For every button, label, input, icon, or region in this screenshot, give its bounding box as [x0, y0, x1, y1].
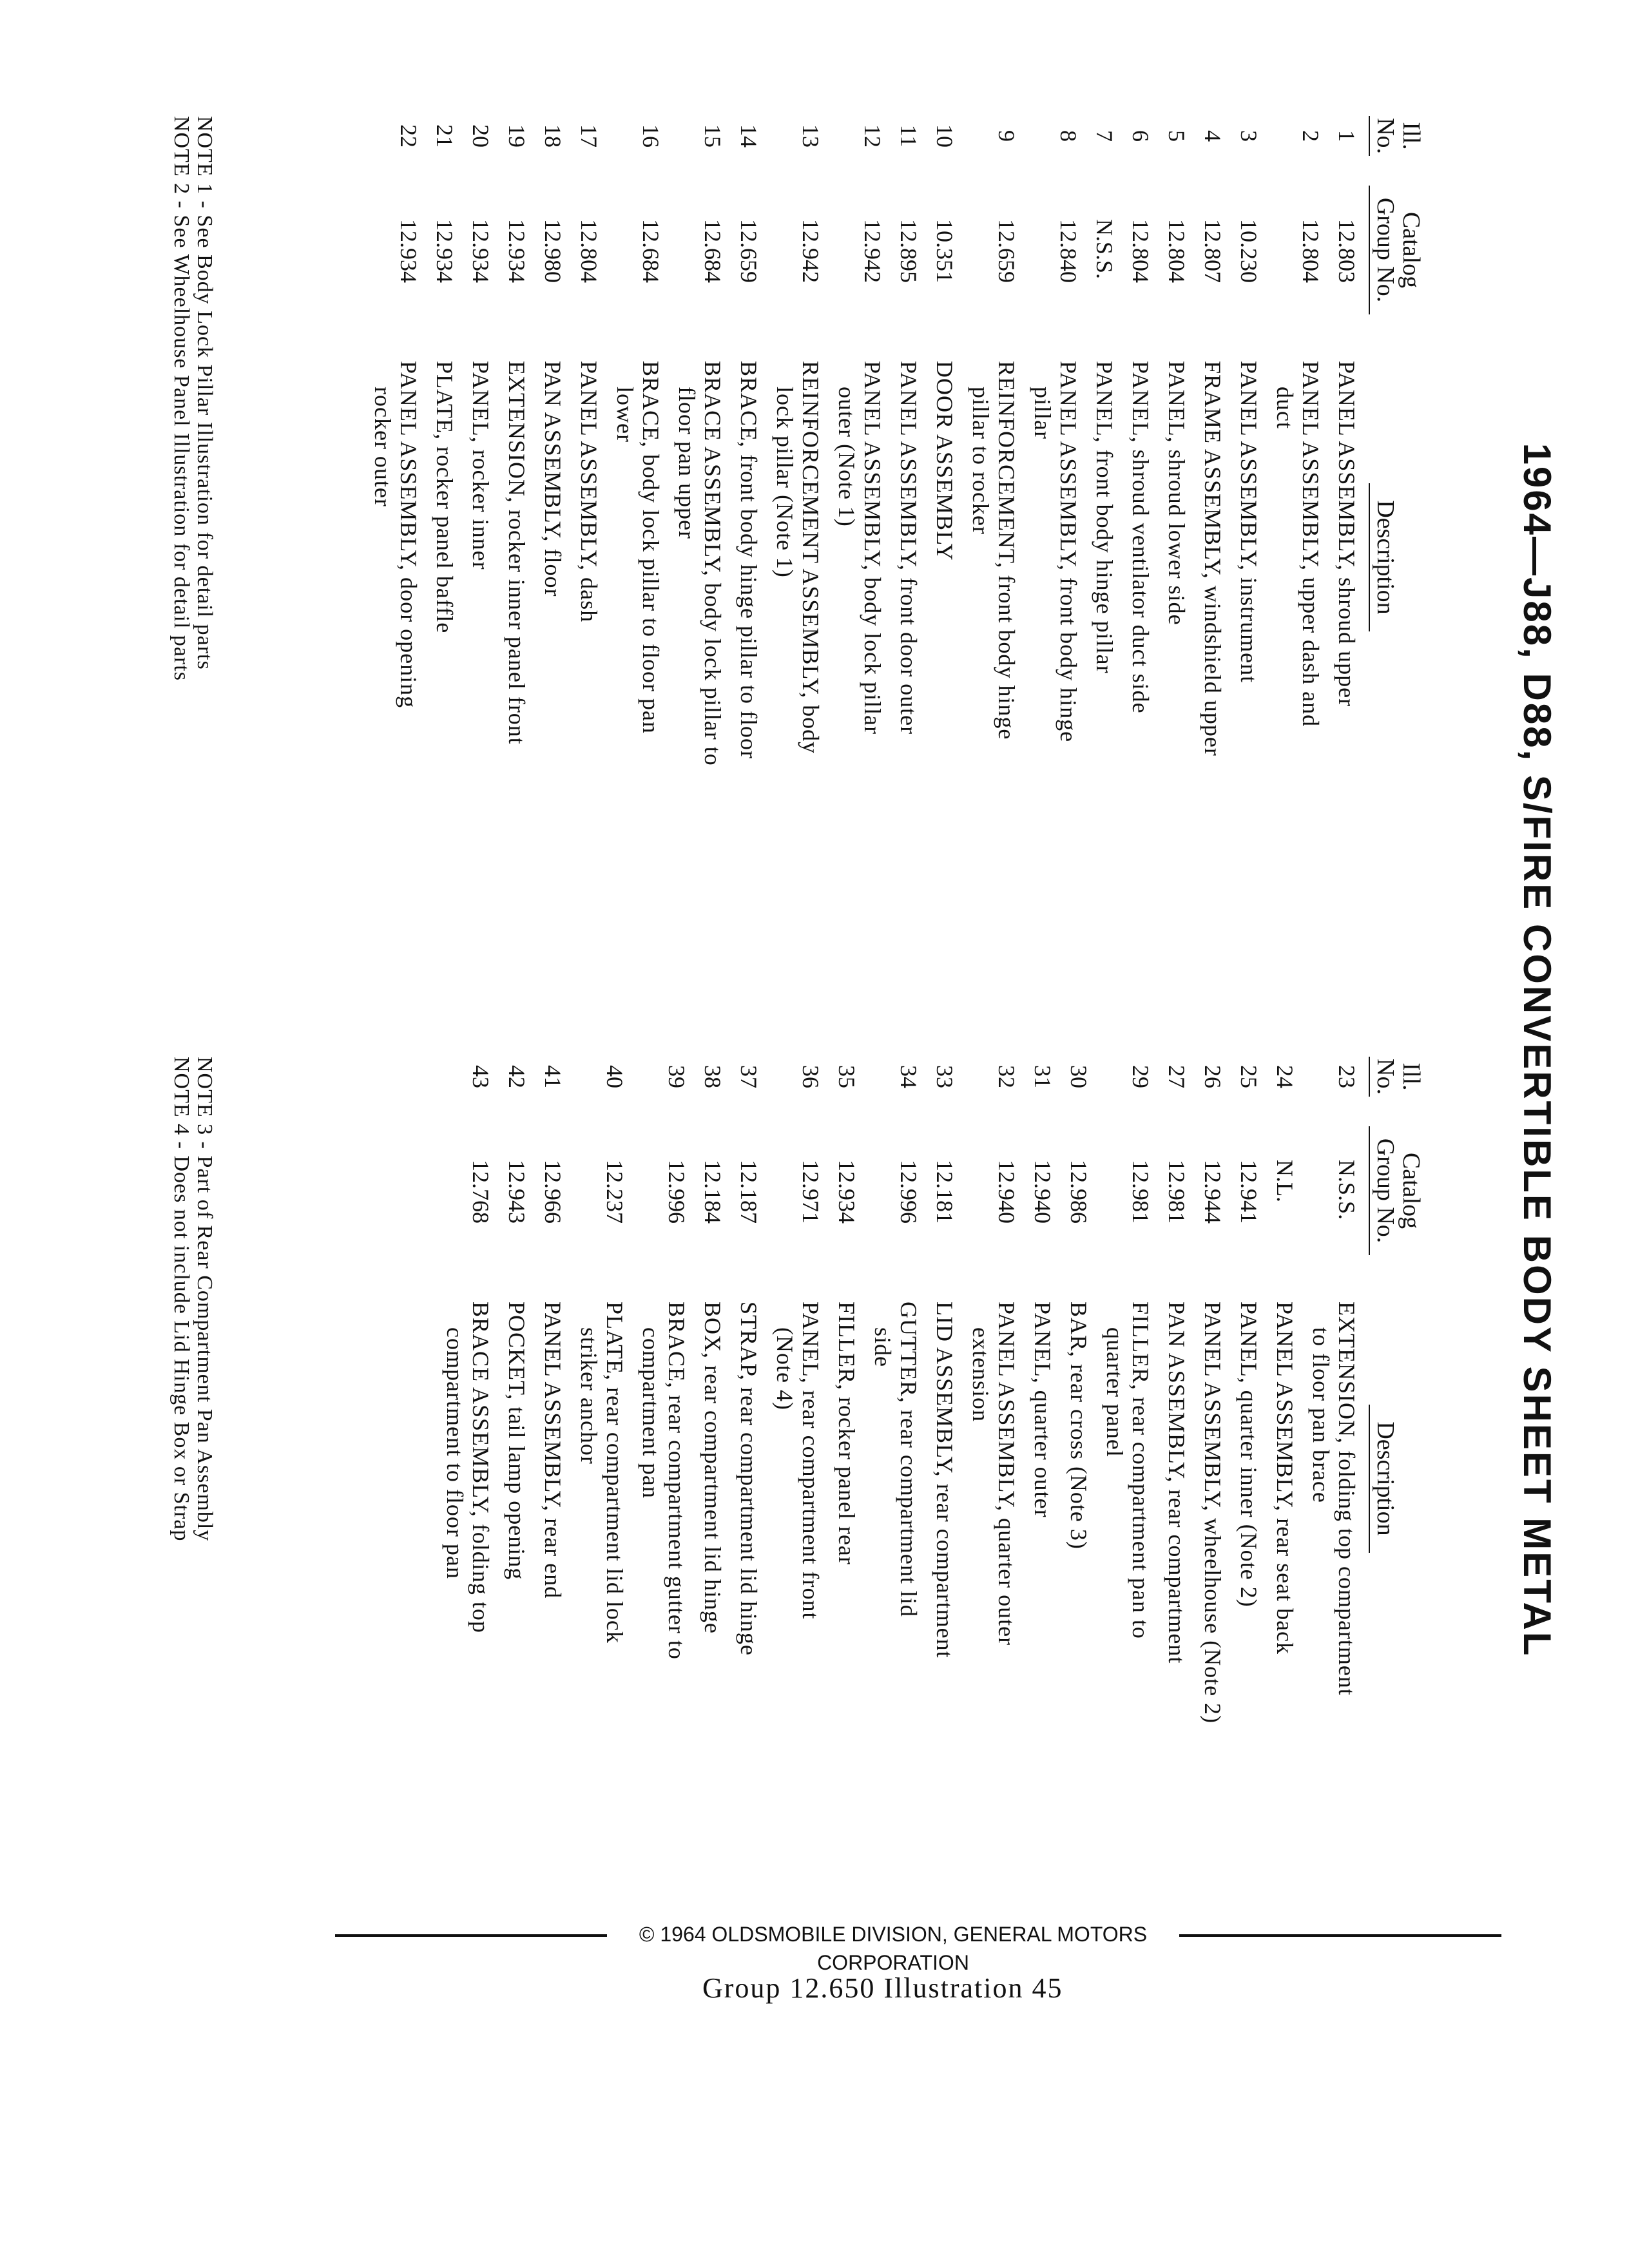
description-line: FRAME ASSEMBLY, windshield upper: [1200, 361, 1226, 756]
description-line: BRACE, body lock pillar to floor pan: [638, 361, 664, 734]
table-row: [504, 116, 530, 1018]
ill-no-cell: 18: [540, 124, 566, 148]
catalog-group-cell: 12.768: [468, 1160, 494, 1224]
catalog-group-cell: 12.807: [1200, 219, 1226, 283]
notes-left: [169, 116, 216, 681]
description-line: lock pillar (Note 1): [772, 387, 798, 578]
table-row: [834, 116, 885, 1018]
table-row: [736, 1057, 762, 1984]
description-line: PANEL ASSEMBLY, body lock pillar: [860, 361, 885, 735]
description-line: PANEL, shroud ventilator duct side: [1128, 361, 1153, 714]
table-body: [370, 116, 1360, 1018]
table-row: [1236, 116, 1262, 1018]
catalog-group-cell: 10.351: [932, 219, 958, 283]
description-cell: [772, 361, 824, 1018]
catalog-group-cell: 12.980: [540, 219, 566, 283]
catalog-group-cell: 12.981: [1128, 1160, 1153, 1224]
catalog-group-cell: 12.934: [468, 219, 494, 283]
ill-no-cell: 10: [932, 124, 958, 148]
description-cell: [968, 361, 1019, 1018]
catalog-group-cell: 12.237: [602, 1160, 628, 1224]
ill-no-cell: 43: [468, 1065, 494, 1088]
ill-no-cell: 3: [1236, 130, 1262, 142]
header-ill-no: Ill. No.: [1369, 1057, 1424, 1097]
catalog-group-cell: 12.804: [1128, 219, 1153, 283]
table-row: [834, 1057, 860, 1984]
ill-no-cell: 2: [1298, 130, 1324, 142]
ill-no-cell: 32: [994, 1065, 1019, 1088]
catalog-group-cell: 12.943: [504, 1160, 530, 1224]
description-line: striker anchor: [576, 1327, 602, 1465]
table-row: [432, 116, 458, 1018]
description-line: rocker outer: [370, 387, 396, 507]
catalog-group-cell: 12.944: [1200, 1160, 1226, 1224]
catalog-group-cell: 12.684: [700, 219, 726, 283]
description-line: PANEL ASSEMBLY, front door outer: [896, 361, 921, 735]
catalog-group-cell: 12.940: [994, 1160, 1019, 1224]
ill-no-cell: 13: [798, 124, 824, 148]
table-row: [1334, 116, 1360, 1018]
catalog-group-cell: 12.181: [932, 1160, 958, 1224]
description-line: REINFORCEMENT ASSEMBLY, body: [798, 361, 824, 754]
description-line: pillar to rocker: [968, 387, 994, 535]
table-row: [1102, 1057, 1153, 1984]
table-row: [442, 1057, 494, 1984]
description-line: PANEL ASSEMBLY, front body hinge: [1055, 361, 1081, 743]
ill-no-cell: 7: [1092, 130, 1117, 142]
description-line: REINFORCEMENT, front body hinge: [994, 361, 1019, 740]
ill-no-cell: 9: [994, 130, 1019, 142]
ill-no-cell: 17: [576, 124, 602, 148]
description-cell: [772, 1302, 824, 1984]
description-line: BRACE ASSEMBLY, folding top: [468, 1302, 494, 1633]
description-cell: [1272, 361, 1324, 1018]
description-line: extension: [968, 1327, 994, 1422]
note-line: NOTE 4 - Does not include Lid Hinge Box or Strap: [169, 1057, 193, 1542]
description-line: PANEL, shroud lower side: [1164, 361, 1190, 626]
description-cell: [1334, 361, 1360, 1018]
catalog-group-cell: 12.840: [1055, 219, 1081, 283]
catalog-group-cell: 12.934: [396, 219, 421, 283]
catalog-group-cell: 12.659: [736, 219, 762, 283]
catalog-group-cell: 12.966: [540, 1160, 566, 1224]
description-line: FILLER, rear compartment pan to: [1128, 1302, 1153, 1639]
description-cell: [1200, 1302, 1226, 1984]
ill-no-cell: 19: [504, 124, 530, 148]
table-row: [1272, 116, 1324, 1018]
description-cell: [932, 361, 958, 1018]
rotated-parts-page: [142, 116, 1559, 1984]
catalog-group-cell: 12.804: [1164, 219, 1190, 283]
description-line: PANEL, quarter outer: [1030, 1302, 1055, 1518]
description-line: EXTENSION, rocker inner panel front: [504, 361, 530, 745]
table-row: [1308, 1057, 1360, 1984]
table-row: [504, 1057, 530, 1984]
ill-no-cell: 20: [468, 124, 494, 148]
ill-no-cell: 22: [396, 124, 421, 148]
ill-no-cell: 23: [1334, 1065, 1360, 1088]
ill-no-cell: 27: [1164, 1065, 1190, 1088]
ill-no-cell: 39: [664, 1065, 689, 1088]
catalog-group-cell: N.L.: [1272, 1160, 1298, 1202]
description-line: PANEL ASSEMBLY, upper dash and: [1298, 361, 1324, 727]
ill-no-cell: 12: [860, 124, 885, 148]
catalog-group-cell: 12.942: [798, 219, 824, 283]
description-cell: [1236, 1302, 1262, 1984]
group-illustration-label: Group 12.650 Illustration 45: [702, 1972, 1063, 2004]
description-cell: [834, 1302, 860, 1984]
table-row: [772, 1057, 824, 1984]
table-row: [1128, 116, 1153, 1018]
description-line: BAR, rear cross (Note 3): [1066, 1302, 1092, 1550]
description-line: quarter panel: [1102, 1327, 1128, 1457]
table-row: [932, 116, 958, 1018]
table-row: [1236, 1057, 1262, 1984]
parts-table-left: [360, 116, 1463, 1018]
ill-no-cell: 14: [736, 124, 762, 148]
description-line: BRACE, front body hinge pillar to floor: [736, 361, 762, 759]
description-cell: [736, 361, 762, 1018]
table-row: [896, 116, 921, 1018]
table-row: [540, 1057, 566, 1984]
table-row: [772, 116, 824, 1018]
table-row: [1030, 1057, 1055, 1984]
ill-no-cell: 34: [896, 1065, 921, 1088]
description-cell: [834, 361, 885, 1018]
table-row: [1272, 1057, 1298, 1984]
header-catalog-group-no: Catalog Group No.: [1369, 1126, 1424, 1255]
catalog-group-cell: 12.971: [798, 1160, 824, 1224]
catalog-group-cell: 12.803: [1334, 219, 1360, 283]
description-line: PANEL ASSEMBLY, shroud upper: [1334, 361, 1360, 707]
catalog-group-cell: 12.996: [664, 1160, 689, 1224]
catalog-group-cell: 10.230: [1236, 219, 1262, 283]
description-cell: [1030, 1302, 1055, 1984]
catalog-group-cell: N.S.S.: [1092, 219, 1117, 280]
description-cell: [442, 1302, 494, 1984]
parts-table-right: [432, 1057, 1463, 1984]
description-line: PANEL, rear compartment front: [798, 1302, 824, 1620]
description-line: PANEL, rocker inner: [468, 361, 494, 570]
catalog-group-cell: 12.996: [896, 1160, 921, 1224]
note-line: NOTE 3 - Part of Rear Compartment Pan Assembly: [193, 1057, 217, 1542]
ill-no-cell: 16: [638, 124, 664, 148]
description-cell: [1164, 1302, 1190, 1984]
description-line: STRAP, rear compartment lid hinge: [736, 1302, 762, 1656]
note-line: NOTE 2 - See Wheelhouse Panel Illustration for detail parts: [169, 116, 193, 681]
description-line: BOX, rear compartment lid hinge: [700, 1302, 726, 1634]
catalog-group-cell: 12.942: [860, 219, 885, 283]
description-cell: [968, 1302, 1019, 1984]
description-cell: [1308, 1302, 1360, 1984]
description-cell: [638, 1302, 689, 1984]
catalog-group-cell: N.S.S.: [1334, 1160, 1360, 1220]
description-cell: [1128, 361, 1153, 1018]
ill-no-cell: 1: [1334, 130, 1360, 142]
description-cell: [870, 1302, 921, 1984]
description-line: LID ASSEMBLY, rear compartment: [932, 1302, 958, 1658]
table-row: [1164, 116, 1190, 1018]
ill-no-cell: 24: [1272, 1065, 1298, 1088]
table-row: [576, 116, 602, 1018]
note-line: NOTE 1 - See Body Lock Pillar Illustration for detail parts: [193, 116, 217, 670]
description-cell: [1030, 361, 1081, 1018]
description-cell: [504, 1302, 530, 1984]
description-line: PANEL, front body hinge pillar: [1092, 361, 1117, 674]
description-line: outer (Note 1): [834, 387, 860, 527]
description-line: POCKET, tail lamp opening: [504, 1302, 530, 1581]
description-cell: [576, 1302, 628, 1984]
description-cell: [432, 361, 458, 1018]
description-line: pillar: [1030, 387, 1055, 439]
description-cell: [504, 361, 530, 1018]
description-cell: [700, 1302, 726, 1984]
ill-no-cell: 29: [1128, 1065, 1153, 1088]
description-cell: [1164, 361, 1190, 1018]
catalog-group-cell: 12.184: [700, 1160, 726, 1224]
description-cell: [1272, 1302, 1298, 1984]
description-line: PANEL ASSEMBLY, rear end: [540, 1302, 566, 1599]
description-cell: [540, 1302, 566, 1984]
description-line: BRACE ASSEMBLY, body lock pillar to: [700, 361, 726, 766]
description-line: FILLER, rocker panel rear: [834, 1302, 860, 1565]
notes-right: [169, 1057, 216, 1541]
ill-no-cell: 5: [1164, 130, 1190, 142]
catalog-group-cell: 12.804: [1298, 219, 1324, 283]
ill-no-cell: 11: [896, 124, 921, 148]
table-row: [1200, 1057, 1226, 1984]
ill-no-cell: 38: [700, 1065, 726, 1088]
ill-no-cell: 42: [504, 1065, 530, 1088]
description-line: PANEL ASSEMBLY, door opening: [396, 361, 421, 709]
ill-no-cell: 4: [1200, 130, 1226, 142]
table-row: [1066, 1057, 1092, 1984]
ill-no-cell: 21: [432, 124, 458, 148]
description-line: duct: [1272, 387, 1298, 429]
ill-no-cell: 31: [1030, 1065, 1055, 1088]
description-cell: [1066, 1302, 1092, 1984]
catalog-group-cell: 12.934: [432, 219, 458, 283]
description-line: PANEL ASSEMBLY, instrument: [1236, 361, 1262, 684]
header-ill-no: Ill. No.: [1369, 116, 1424, 156]
catalog-group-cell: 12.684: [638, 219, 664, 283]
ill-no-cell: 25: [1236, 1065, 1262, 1088]
table-row: [468, 116, 494, 1018]
description-line: DOOR ASSEMBLY: [932, 361, 958, 561]
table-row: [638, 1057, 689, 1984]
table-row: [1030, 116, 1081, 1018]
table-row: [1092, 116, 1117, 1018]
description-cell: [1092, 361, 1117, 1018]
ill-no-cell: 33: [932, 1065, 958, 1088]
table-row: [540, 116, 566, 1018]
description-line: compartment pan: [638, 1327, 664, 1499]
description-line: PAN ASSEMBLY, floor: [540, 361, 566, 597]
description-cell: [576, 361, 602, 1018]
header-catalog-group-no: Catalog Group No.: [1369, 186, 1424, 314]
catalog-group-cell: 12.934: [834, 1160, 860, 1224]
catalog-group-cell: 12.941: [1236, 1160, 1262, 1224]
description-line: PAN ASSEMBLY, rear compartment: [1164, 1302, 1190, 1664]
copyright-text: © 1964 OLDSMOBILE DIVISION, GENERAL MOTORS CORPORATION: [639, 1923, 1148, 1974]
description-cell: [612, 361, 664, 1018]
ill-no-cell: 30: [1066, 1065, 1092, 1088]
table-row: [736, 116, 762, 1018]
table-row: [1164, 1057, 1190, 1984]
description-line: PANEL, quarter inner (Note 2): [1236, 1302, 1262, 1608]
ill-no-cell: 8: [1055, 130, 1081, 142]
footer-rule-left: [335, 1934, 607, 1937]
description-line: GUTTER, rear compartment lid: [896, 1302, 921, 1617]
table-row: [968, 116, 1019, 1018]
description-line: PLATE, rear compartment lid lock: [602, 1302, 628, 1644]
description-line: PANEL ASSEMBLY, quarter outer: [994, 1302, 1019, 1646]
description-line: PLATE, rocker panel baffle: [432, 361, 458, 634]
description-cell: [1102, 1302, 1153, 1984]
description-cell: [896, 361, 921, 1018]
table-header: [1360, 1057, 1463, 1984]
description-line: compartment to floor pan: [442, 1327, 468, 1579]
catalog-group-cell: 12.804: [576, 219, 602, 283]
ill-no-cell: 35: [834, 1065, 860, 1088]
table-body: [442, 1057, 1360, 1984]
table-header: [1360, 116, 1463, 1018]
ill-no-cell: 40: [602, 1065, 628, 1088]
table-row: [932, 1057, 958, 1984]
catalog-group-cell: 12.940: [1030, 1160, 1055, 1224]
header-description: Description: [1369, 483, 1398, 631]
header-description: Description: [1369, 1405, 1398, 1553]
description-line: to floor pan brace: [1308, 1327, 1334, 1503]
description-cell: [932, 1302, 958, 1984]
table-row: [968, 1057, 1019, 1984]
ill-no-cell: 37: [736, 1065, 762, 1088]
page-title: 1964—J88, D88, S/FIRE CONVERTIBLE BODY SHEET METAL: [1516, 443, 1559, 1658]
ill-no-cell: 15: [700, 124, 726, 148]
description-line: EXTENSION, folding top compartment: [1334, 1302, 1360, 1696]
description-cell: [540, 361, 566, 1018]
catalog-group-cell: 12.981: [1164, 1160, 1190, 1224]
description-line: lower: [612, 387, 638, 443]
catalog-group-cell: 12.659: [994, 219, 1019, 283]
description-line: side: [870, 1327, 896, 1367]
catalog-group-cell: 12.986: [1066, 1160, 1092, 1224]
description-line: PANEL ASSEMBLY, rear seat back: [1272, 1302, 1298, 1655]
ill-no-cell: 6: [1128, 130, 1153, 142]
ill-no-cell: 36: [798, 1065, 824, 1088]
footer-rule-right: [1179, 1934, 1501, 1937]
description-line: PANEL ASSEMBLY, wheelhouse (Note 2): [1200, 1302, 1226, 1724]
catalog-group-cell: 12.187: [736, 1160, 762, 1224]
description-cell: [370, 361, 421, 1018]
description-line: floor pan upper: [674, 387, 700, 539]
description-cell: [736, 1302, 762, 1984]
table-row: [1200, 116, 1226, 1018]
catalog-group-cell: 12.934: [504, 219, 530, 283]
table-row: [612, 116, 664, 1018]
table-row: [674, 116, 726, 1018]
table-row: [576, 1057, 628, 1984]
description-cell: [1200, 361, 1226, 1018]
description-line: PANEL ASSEMBLY, dash: [576, 361, 602, 623]
table-row: [870, 1057, 921, 1984]
description-cell: [468, 361, 494, 1018]
description-line: (Note 4): [772, 1327, 798, 1410]
table-row: [370, 116, 421, 1018]
ill-no-cell: 41: [540, 1065, 566, 1088]
ill-no-cell: 26: [1200, 1065, 1226, 1088]
catalog-group-cell: 12.895: [896, 219, 921, 283]
table-row: [700, 1057, 726, 1984]
description-cell: [1236, 361, 1262, 1018]
description-line: BRACE, rear compartment gutter to: [664, 1302, 689, 1660]
description-cell: [674, 361, 726, 1018]
